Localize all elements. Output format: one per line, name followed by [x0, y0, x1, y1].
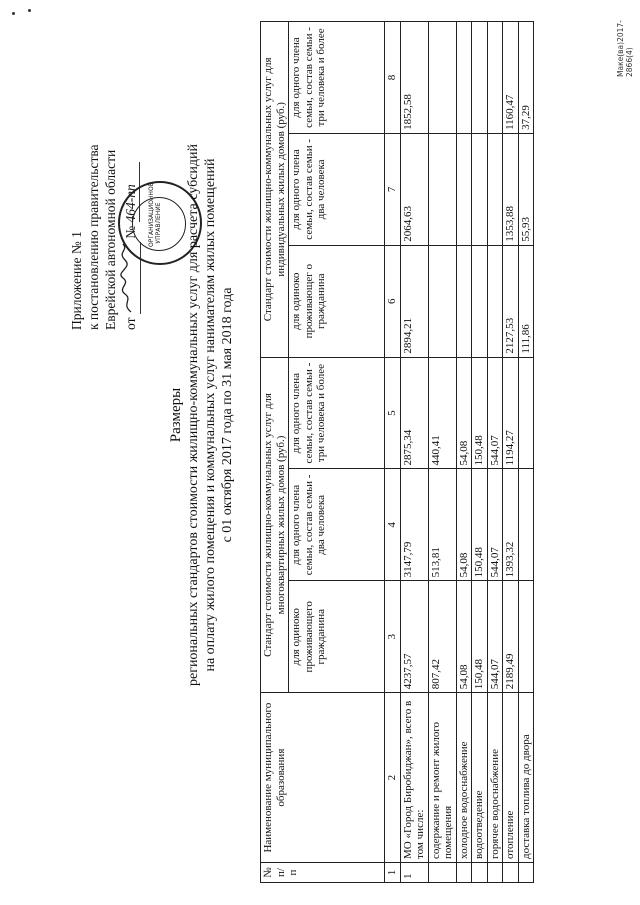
row-name: холодное водоснабжение	[456, 693, 472, 863]
value-cell	[428, 245, 456, 357]
header-name: Наименование муниципального образования	[261, 693, 385, 863]
value-cell: 54,08	[456, 469, 472, 581]
row-name: отопление	[503, 693, 519, 863]
appendix-line-1: Приложение № 1	[69, 231, 84, 330]
value-cell: 1160,47	[503, 22, 519, 134]
row-num	[487, 863, 503, 883]
row-num	[472, 863, 488, 883]
value-cell: 54,08	[456, 581, 472, 693]
value-cell	[428, 22, 456, 134]
document-number: 464-пп	[122, 163, 140, 223]
row-num	[503, 863, 519, 883]
value-cell: 2894,21	[400, 245, 428, 357]
footer-code: Маке(ва)2017-2866(4)	[616, 20, 634, 77]
colnum-cell: 1	[385, 863, 401, 883]
value-cell: 1393,32	[503, 469, 519, 581]
colnum-cell: 5	[385, 357, 401, 469]
table-body	[261, 22, 534, 883]
table-row	[400, 22, 428, 883]
value-cell: 2189,49	[503, 581, 519, 693]
value-cell: 2064,63	[400, 133, 428, 245]
title-line-2: региональных стандартов стоимости жилищно-коммунальных услуг для расчета субсидий	[186, 143, 201, 687]
row-name: доставка топлива до двора	[518, 693, 534, 863]
value-cell: 807,42	[428, 581, 456, 693]
row-num: 1	[400, 863, 428, 883]
value-cell: 150,48	[472, 581, 488, 693]
value-cell: 4237,57	[400, 581, 428, 693]
number-prefix: №	[123, 225, 138, 239]
value-cell	[456, 22, 472, 134]
row-name: горячее водоснабжение	[487, 693, 503, 863]
value-cell	[487, 245, 503, 357]
appendix-line-3: Еврейской автономной области	[103, 149, 118, 330]
table-row	[518, 22, 534, 883]
header-ind-col2: для одного члена семьи, состав семьи - два человека	[289, 133, 385, 245]
value-cell: 55,93	[518, 133, 534, 245]
value-cell: 544,07	[487, 357, 503, 469]
header-mkd-col2: для одного члена семьи, состав семьи - два человека	[289, 469, 385, 581]
value-cell: 544,07	[487, 469, 503, 581]
header-ind-col3: для одного члена семьи, состав семьи - три человека и более	[289, 22, 385, 134]
column-number-row	[385, 22, 401, 883]
header-mkd-col3: для одного члена семьи, состав семьи - три человека и более	[289, 357, 385, 469]
value-cell: 111,86	[518, 245, 534, 357]
value-cell: 3147,79	[400, 469, 428, 581]
row-name: МО «Город Биробиджан», всего в том числе:	[400, 693, 428, 863]
value-cell: 2875,34	[400, 357, 428, 469]
value-cell	[487, 22, 503, 134]
header-ind-col1: для одиноко проживающег о гражданина	[289, 245, 385, 357]
value-cell: 54,08	[456, 357, 472, 469]
row-num	[428, 863, 456, 883]
value-cell	[456, 133, 472, 245]
value-cell	[472, 133, 488, 245]
value-cell	[518, 357, 534, 469]
colnum-cell: 2	[385, 693, 401, 863]
header-num: № п/п	[261, 863, 385, 883]
value-cell: 440,41	[428, 357, 456, 469]
colnum-cell: 7	[385, 133, 401, 245]
table-row	[456, 22, 472, 883]
value-cell	[472, 245, 488, 357]
value-cell: 1353,88	[503, 133, 519, 245]
row-name: водоотведение	[472, 693, 488, 863]
seal-text: ОРГАНИЗАЦИОННОЕ УПРАВЛЕНИЕ	[148, 182, 162, 247]
standards-table	[260, 21, 534, 883]
colnum-cell: 8	[385, 22, 401, 134]
date-prefix: от	[123, 317, 138, 330]
title-line-3: на оплату жилого помещения и коммунальных услуг нанимателям жилых помещений	[203, 158, 218, 672]
value-cell: 513,81	[428, 469, 456, 581]
title-line-4: с 01 октября 2017 года по 31 мая 2018 года	[220, 287, 235, 543]
value-cell: 150,48	[472, 469, 488, 581]
header-group-ind: Стандарт стоимости жилищно-коммунальных услуг для индивидуальных жилых домов (руб.)	[261, 22, 289, 358]
value-cell: 150,48	[472, 357, 488, 469]
value-cell	[487, 133, 503, 245]
value-cell: 544,07	[487, 581, 503, 693]
row-name: содержание и ремонт жилого помещения	[428, 693, 456, 863]
appendix-block	[68, 20, 141, 330]
value-cell	[518, 469, 534, 581]
appendix-line-2: к постановлению правительства	[86, 144, 101, 330]
table-row	[428, 22, 456, 883]
document-title	[168, 105, 236, 725]
value-cell: 1194,27	[503, 357, 519, 469]
value-cell	[456, 245, 472, 357]
appendix-date-line	[119, 20, 141, 330]
value-cell	[428, 133, 456, 245]
value-cell	[518, 581, 534, 693]
colnum-cell: 3	[385, 581, 401, 693]
value-cell	[472, 22, 488, 134]
row-num	[518, 863, 534, 883]
table-row	[487, 22, 503, 883]
table-row	[503, 22, 519, 883]
value-cell: 37,29	[518, 22, 534, 134]
colnum-cell: 6	[385, 245, 401, 357]
value-cell: 1852,58	[400, 22, 428, 134]
colnum-cell: 4	[385, 469, 401, 581]
value-cell: 2127,53	[503, 245, 519, 357]
row-num	[456, 863, 472, 883]
table-row	[472, 22, 488, 883]
header-group-mkd: Стандарт стоимости жилищно-коммунальных услуг для многоквартирных жилых домов (руб.)	[261, 357, 289, 693]
header-mkd-col1: для одиноко проживающего гражданина	[289, 581, 385, 693]
header-row-groups	[261, 22, 289, 883]
title-line-1: Размеры	[168, 387, 184, 443]
